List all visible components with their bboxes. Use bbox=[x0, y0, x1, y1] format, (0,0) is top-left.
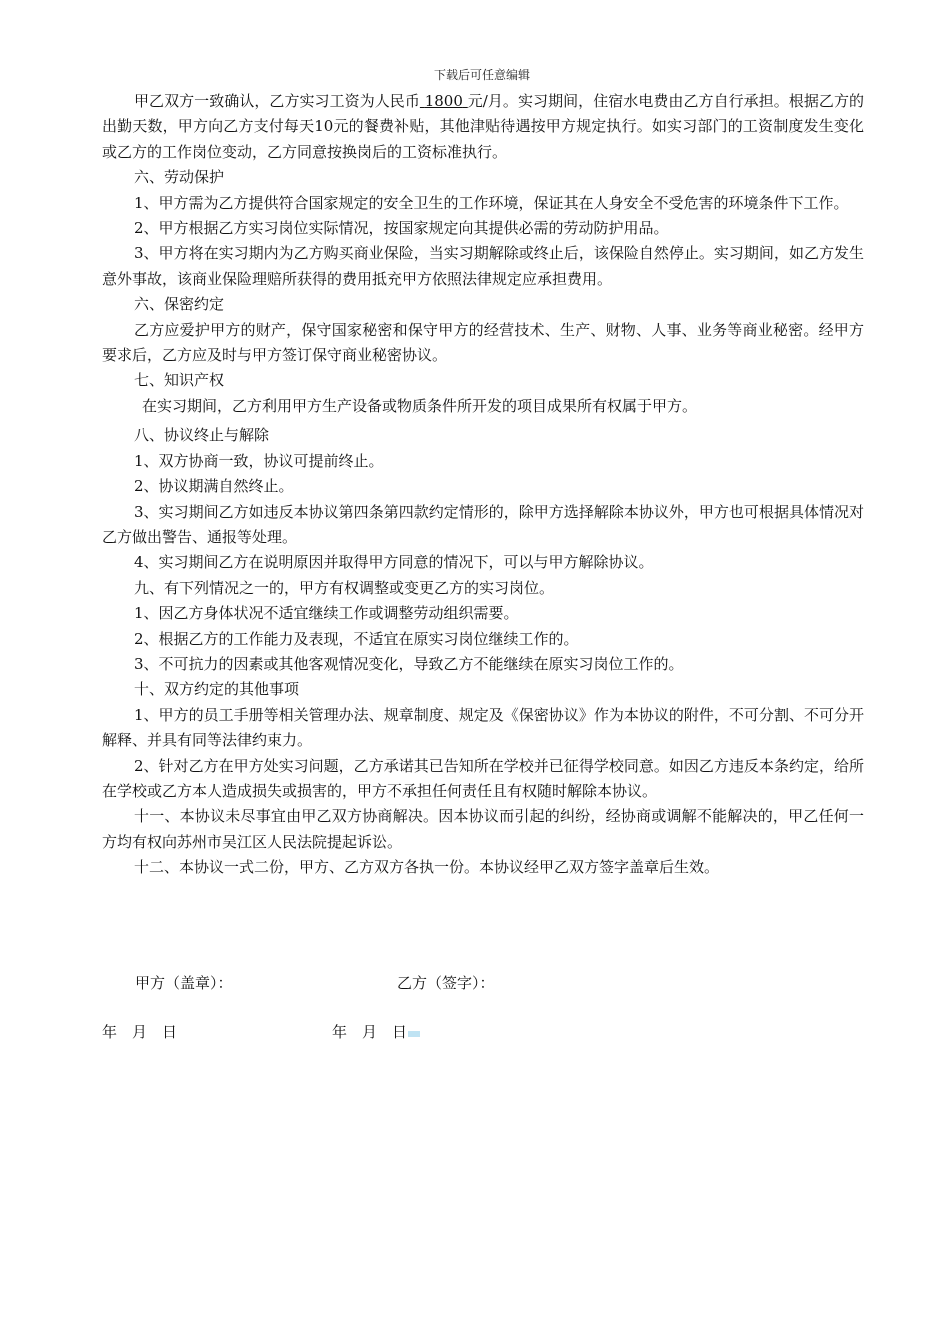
section-7-title: 七、知识产权 bbox=[134, 371, 225, 390]
section-8-title: 八、协议终止与解除 bbox=[134, 426, 270, 445]
section-8-item-2: 2、协议期满自然终止。 bbox=[134, 477, 294, 496]
salary-amount: 1800 bbox=[424, 92, 463, 110]
salary-text-a: 甲乙双方一致确认，乙方实习工资为人民币 bbox=[134, 92, 420, 110]
section-8-item-3: 3、实习期间乙方如违反本协议第四条第四款约定情形的，除甲方选择解除本协议外，甲方也可根据具体情况对乙方做出警告、通报等处理。 bbox=[102, 502, 864, 546]
party-a-date: 年 月 日 bbox=[102, 1023, 178, 1041]
party-b-date: 年 月 日 bbox=[332, 1023, 408, 1041]
section-10-item-2: 2、针对乙方在甲方处实习问题，乙方承诺其已告知所在学校并已征得学校同意。如因乙方违反本条约定，给所在学校或乙方本人造成损失或损害的，甲方不承担任何责任且有权随时解除本协议。 bbox=[102, 756, 864, 800]
section-10-title: 十、双方约定的其他事项 bbox=[134, 680, 300, 699]
section-10-item-1: 1、甲方的员工手册等相关管理办法、规章制度、规定及《保密协议》作为本协议的附件，不可分割、不可分开解释、并具有同等法律约束力。 bbox=[102, 705, 864, 750]
section-9-title: 九、有下列情况之一的，甲方有权调整或变更乙方的实习岗位。 bbox=[134, 578, 555, 597]
text-cursor-mark bbox=[408, 1031, 420, 1037]
section-6-item-1: 1、甲方需为乙方提供符合国家规定的安全卫生的工作环境，保证其在人身安全不受危害的环境条件下工作。 bbox=[134, 193, 849, 212]
party-b-sign-label: 乙方（签字）： bbox=[397, 974, 495, 992]
section-12: 十二、本协议一式二份，甲方、乙方双方各执一份。本协议经甲乙双方签字盖章后生效。 bbox=[134, 858, 720, 877]
section-8-item-4: 4、实习期间乙方在说明原因并取得甲方同意的情况下，可以与甲方解除协议。 bbox=[134, 553, 654, 572]
section-9-item-2: 2、根据乙方的工作能力及表现，不适宜在原实习岗位继续工作的。 bbox=[134, 629, 579, 648]
section-8-item-1: 1、双方协商一致，协议可提前终止。 bbox=[134, 451, 384, 470]
section-6-item-2: 2、甲方根据乙方实习岗位实际情况，按国家规定向其提供必需的劳动防护用品。 bbox=[134, 219, 669, 238]
agreement-body bbox=[102, 89, 864, 881]
page-header-note: 下载后可任意编辑 bbox=[433, 68, 530, 82]
section-9-item-1: 1、因乙方身体状况不适宜继续工作或调整劳动组织需要。 bbox=[134, 604, 519, 623]
section-7-text: 在实习期间，乙方利用甲方生产设备或物质条件所开发的项目成果所有权属于甲方。 bbox=[142, 396, 698, 415]
section-6-title: 六、劳动保护 bbox=[134, 168, 225, 187]
section-11: 十一、本协议未尽事宜由甲乙双方协商解决。因本协议而引起的纠纷，经协商或调解不能解决的，甲乙任何一方均有权向苏州市吴江区人民法院提起诉讼。 bbox=[102, 807, 864, 851]
section-confidentiality-title: 六、保密约定 bbox=[134, 295, 225, 314]
salary-paragraph bbox=[102, 89, 864, 165]
section-9-item-3: 3、不可抗力的因素或其他客观情况变化，导致乙方不能继续在原实习岗位工作的。 bbox=[134, 654, 684, 673]
section-confidentiality-text: 乙方应爱护甲方的财产，保守国家秘密和保守甲方的经营技术、生产、财物、人事、业务等商业秘密。经甲方要求后，乙方应及时与甲方签订保守商业秘密协议。 bbox=[102, 320, 864, 365]
section-6-item-3: 3、甲方将在实习期内为乙方购买商业保险，当实习期解除或终止后，该保险自然停止。实习期间，如乙方发生意外事故，该商业保险理赔所获得的费用抵充甲方依照法律规定应承担费用。 bbox=[102, 244, 864, 288]
salary-text-b: 元/月。实习期间，住宿水电费由乙方自行承担。根据乙方的出勤天数，甲方向乙方支付每天10元的餐费补贴，其他津贴待遇按甲方规定执行。如实习部门的工资制度发生变化或乙方的工作岗位变动，乙方同意按换岗后的工资标准执行。 bbox=[102, 92, 864, 161]
date-row bbox=[102, 1022, 408, 1082]
party-a-seal-label: 甲方（盖章）： bbox=[135, 974, 233, 992]
party-b-date-wrap bbox=[332, 1022, 420, 1042]
